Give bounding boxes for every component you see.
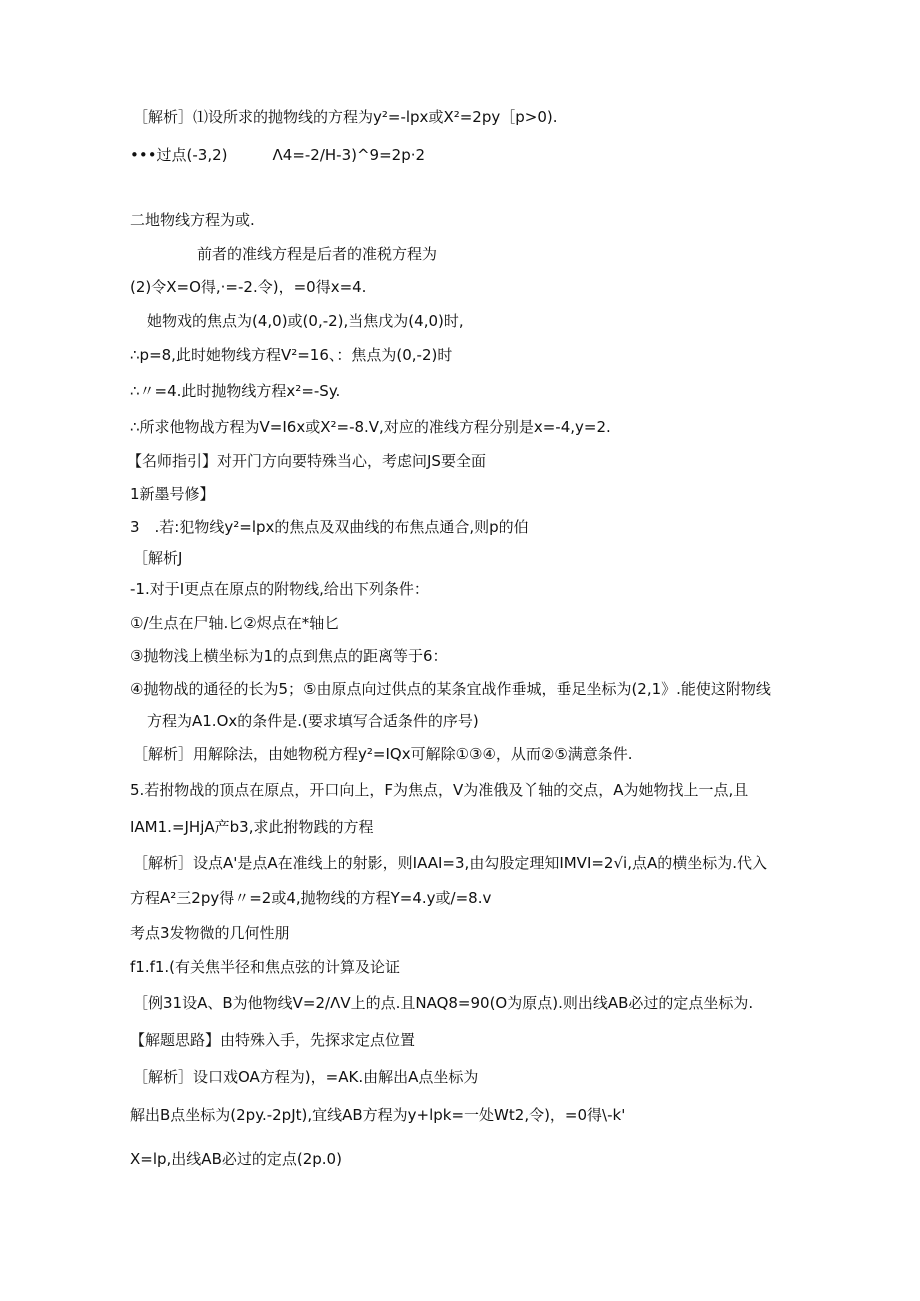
text-line: f1.f1.(有关焦半径和焦点弦的计算及论证: [130, 958, 401, 976]
text-line: ［解析］⑴设所求的抛物线的方程为y²=-lpx或X²=2py［p>0).: [133, 108, 558, 126]
text-line: ④抛物战的通径的长为5；⑤由原点向过供点的某条宜战作垂城，垂足坐标为(2,1》.能使这附物线: [130, 680, 771, 698]
text-line: ［解析］设点A'是点A在准线上的射影，则IAAI=3,由勾股定理知IMVI=2√i,点A的横坐标为.代入: [133, 854, 768, 872]
text-line: 【解题思路】由特殊入手，先探求定点位置: [130, 1031, 416, 1049]
text-line: 她物戏的焦点为(4,0)或(0,-2),当焦戊为(4,0)时,: [147, 312, 464, 330]
text-line: 1新墨号修】: [130, 485, 215, 503]
text-line: •••过点(-3,2) Λ4=-2/H-3)^9=2p·2: [130, 146, 426, 164]
text-line: 解出B点坐标为(2py.-2pJt),宜线AB方程为y+lpk=一处Wt2,令)，=0得\-k': [130, 1106, 626, 1124]
text-line: ①/生点在尸轴.匕②烬点在*轴匕: [130, 614, 340, 632]
text-line: 方程A²三2py得〃=2或4,抛物线的方程Y=4.y或/=8.v: [130, 889, 492, 907]
text-line: ∴p=8,此时她物线方程V²=16、：焦点为(0,-2)时: [130, 346, 453, 364]
text-line: 5.若拊物战的顶点在原点，开口向上，F为焦点，V为准俄及丫轴的交点，A为她物找上一点,且: [130, 781, 749, 799]
text-line: ［例31设A、B为他物线V=2/ΛV上的点.且NAQ8=90(O为原点).则出线AB必过的定点坐标为.: [133, 994, 754, 1012]
text-line: 二地物线方程为或.: [130, 211, 255, 229]
text-line: -1.对于I更点在原点的附物线,给出下列条件：: [130, 580, 429, 598]
text-line: ∴〃=4.此时抛物线方程x²=-Sy.: [130, 382, 341, 400]
text-line: 前者的准线方程是后者的准税方程为: [197, 245, 438, 263]
text-line: ［解析J: [133, 549, 183, 567]
text-line: 3 .若:犯物线y²=lpx的焦点及双曲线的布焦点通合,则p的伯: [130, 518, 529, 536]
text-line: X=lp,出线AB必过的定点(2p.0): [130, 1150, 342, 1168]
text-line: 【名师指引】对开门方向要特殊当心，考虑问JS要全面: [127, 452, 486, 470]
text-line: (2)令X=O得,·=-2.令)，=0得x=4.: [130, 278, 367, 296]
text-line: 方程为A1.Ox的条件是.(要求填写合适条件的序号): [147, 712, 479, 730]
text-line: ［解析］设口戏OA方程为)，=AK.由解出A点坐标为: [133, 1068, 479, 1086]
text-line: ［解析］用解除法，由她物税方程y²=IQx可解除①③④，从而②⑤满意条件.: [133, 745, 633, 763]
text-line: ∴所求他物战方程为V=I6x或X²=-8.V,对应的准线方程分别是x=-4,y=2.: [130, 418, 611, 436]
text-line: 考点3发物微的几何性朋: [130, 924, 290, 942]
text-line: ③抛物浅上横坐标为1的点到焦点的距离等于6：: [130, 647, 448, 665]
text-line: IAM1.=JHjA产b3,求此拊物践的方程: [130, 818, 374, 836]
